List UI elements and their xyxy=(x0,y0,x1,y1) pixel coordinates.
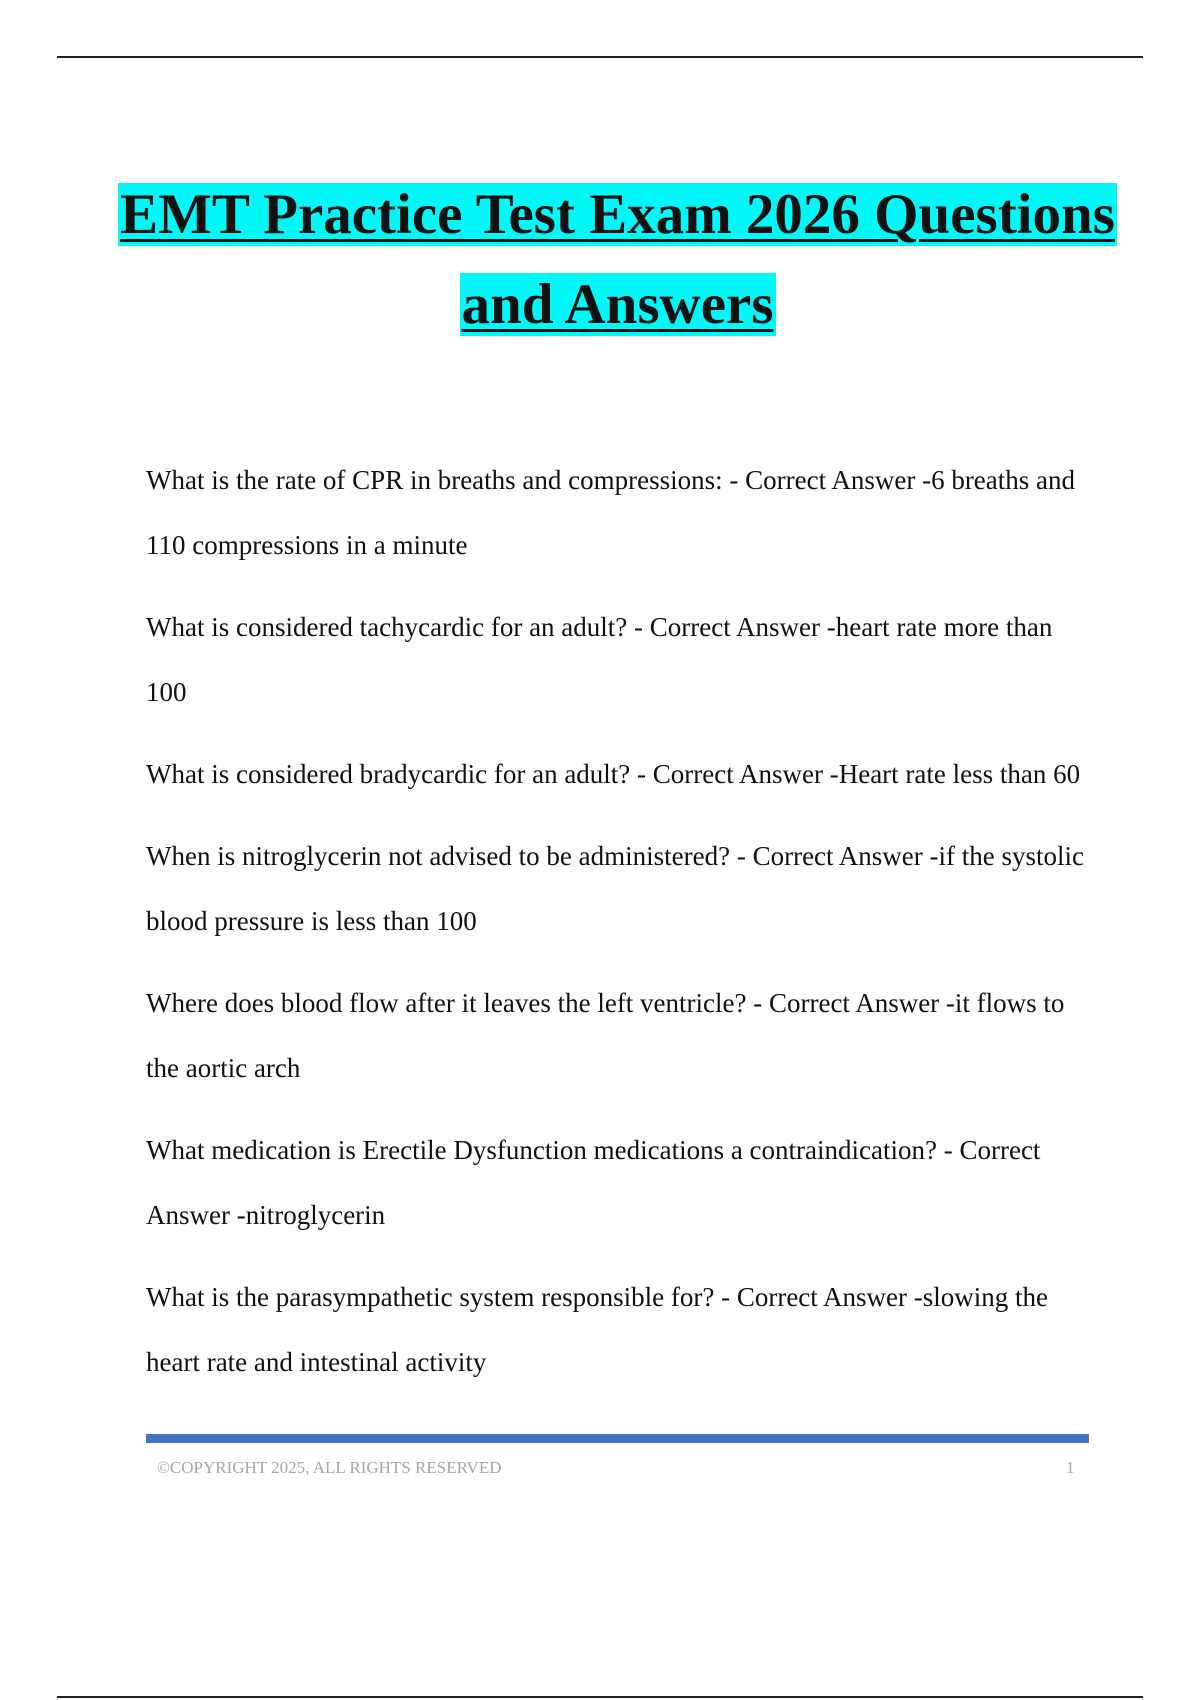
footer-page-number: 1 xyxy=(1066,1458,1075,1477)
footer-copyright: ©COPYRIGHT 2025, ALL RIGHTS RESERVED xyxy=(157,1458,502,1477)
qa-item-parasympathetic: What is the parasympathetic system responsible for? - Correct Answer -slowing the heart rate and intestinal activity xyxy=(146,1282,1049,1377)
qa-item-tachycardic: What is considered tachycardic for an adult? - Correct Answer -heart rate more than 100 xyxy=(146,612,1053,707)
document-title xyxy=(100,170,1135,350)
qa-item-left-ventricle: Where does blood flow after it leaves the left ventricle? - Correct Answer -it flows to the aortic arch xyxy=(146,988,1065,1083)
title-line-2: and Answers xyxy=(461,273,774,336)
top-rule xyxy=(57,56,1143,58)
qa-item-erectile-dysfunction: What medication is Erectile Dysfunction medications a contraindication? - Correct Answer -nitroglycerin xyxy=(146,1135,1041,1230)
qa-item-cpr-rate: What is the rate of CPR in breaths and compressions: - Correct Answer -6 breaths and 110 compressions in a minute xyxy=(146,465,1076,560)
qa-item-nitroglycerin: When is nitroglycerin not advised to be administered? - Correct Answer -if the systolic blood pressure is less than 100 xyxy=(146,841,1084,936)
title-line-1: EMT Practice Test Exam 2026 Questions xyxy=(120,183,1115,246)
footer-bar xyxy=(146,1434,1089,1443)
qa-item-bradycardic: What is considered bradycardic for an adult? - Correct Answer -Heart rate less than 60 xyxy=(146,759,1081,789)
bottom-rule xyxy=(57,1696,1143,1698)
qa-list xyxy=(146,448,1096,1412)
